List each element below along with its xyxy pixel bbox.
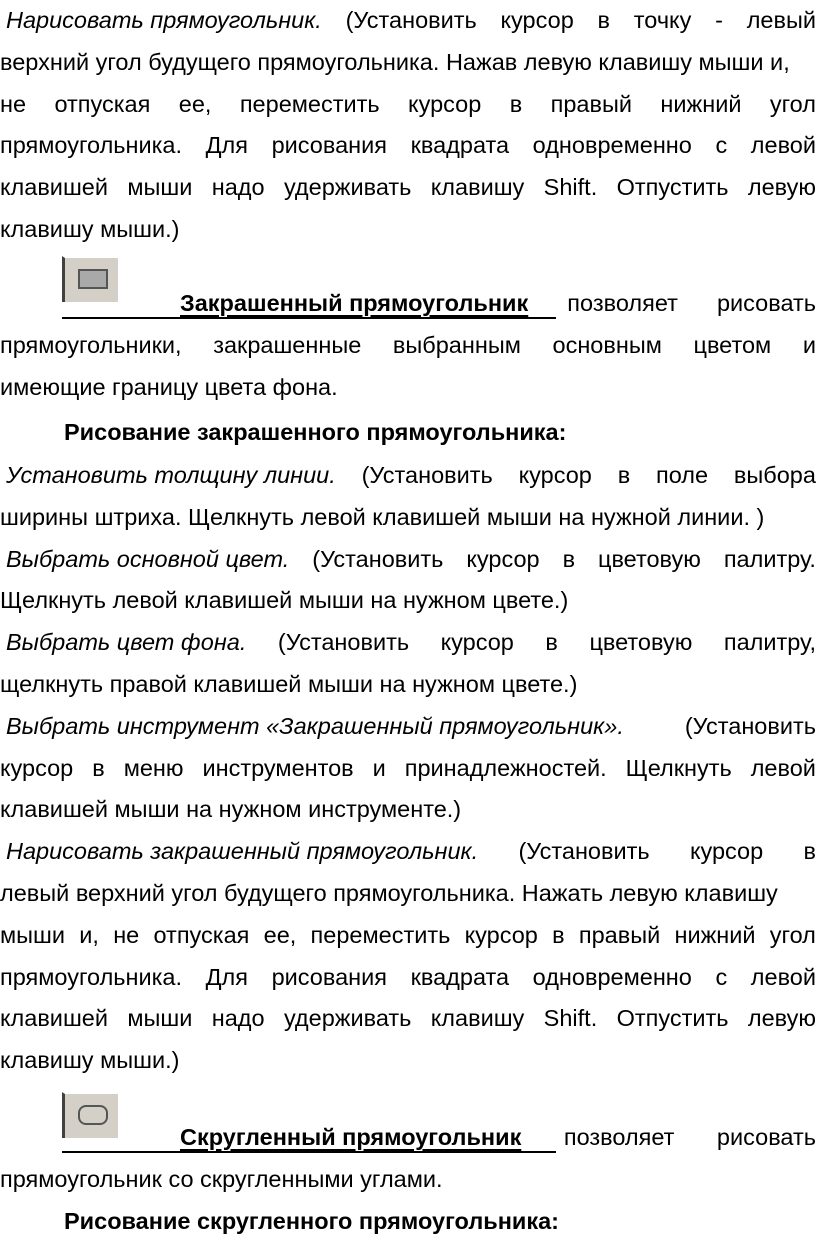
rounded-rectangle-paragraph	[0, 1159, 816, 1201]
step-line: Выбрать цвет фона. (Установить курсор в цветовую палитру,	[6, 629, 816, 656]
section-heading: Рисование скругленного прямоугольника:	[64, 1208, 559, 1234]
step-line: клавишу мыши.)	[0, 1047, 180, 1074]
section-heading: Рисование закрашенного прямоугольника:	[64, 419, 567, 445]
step-line: Щелкнуть левой клавишей мыши на нужном цвете.)	[0, 587, 569, 614]
step-line: клавишей мыши на нужном инструменте.)	[0, 796, 462, 823]
text-line: прямоугольники, закрашенные выбранным основным цветом и	[0, 332, 816, 358]
text-line: клавишу мыши.)	[0, 215, 180, 242]
rounded-rectangle-description: Скругленный прямоугольник позволяет рисовать	[0, 1117, 816, 1159]
text-line: Нарисовать прямоугольник. (Установить курсор в точку - левый	[0, 0, 816, 42]
tool-name: Скругленный прямоугольник	[180, 1124, 522, 1150]
step-line: Выбрать инструмент «Закрашенный прямоугольник». (Установить	[6, 712, 816, 739]
text-line: не отпуская ее, переместить курсор в правый нижний угол	[0, 90, 816, 117]
step-line: курсор в меню инструментов и принадлежностей. Щелкнуть левой	[0, 754, 816, 781]
step-line: левый верхний угол будущего прямоугольника. Нажать левую клавишу	[0, 879, 778, 906]
steps-list	[0, 455, 816, 1082]
step-line: Выбрать основной цвет. (Установить курсор в цветовую палитру.	[6, 545, 816, 572]
text-line: клавишей мыши надо удерживать клавишу Shift. Отпустить левую	[0, 174, 816, 201]
text-line: прямоугольник со скругленными углами.	[0, 1166, 443, 1192]
step-line: Нарисовать закрашенный прямоугольник. (Установить курсор в	[6, 838, 816, 865]
text-line: прямоугольника. Для рисования квадрата одновременно с левой	[0, 132, 816, 159]
step-line: ширины штриха. Щелкнуть левой клавишей мыши на нужной линии. )	[0, 503, 765, 530]
step-line: Установить толщину линии. (Установить курсор в поле выбора	[6, 462, 816, 488]
draw-rectangle-paragraph	[0, 0, 816, 251]
filled-rectangle-description: Закрашенный прямоугольник позволяет рисовать	[0, 283, 816, 325]
step-line: щелкнуть правой клавишей мыши на нужном цвете.)	[0, 670, 578, 697]
filled-rectangle-paragraph	[0, 325, 816, 409]
text-line: верхний угол будущего прямоугольника. Нажав левую клавишу мыши и,	[0, 48, 790, 75]
step-line: клавишей мыши надо удерживать клавишу Shift. Отпустить левую	[0, 1005, 816, 1032]
tool-name: Закрашенный прямоугольник	[180, 290, 529, 316]
step-line: прямоугольника. Для рисования квадрата одновременно с левой	[0, 963, 816, 990]
italic-phrase: Нарисовать прямоугольник.	[6, 7, 322, 33]
text-line: имеющие границу цвета фона.	[0, 373, 338, 400]
step-line: мыши и, не отпуская ее, переместить курсор в правый нижний угол	[0, 921, 816, 948]
